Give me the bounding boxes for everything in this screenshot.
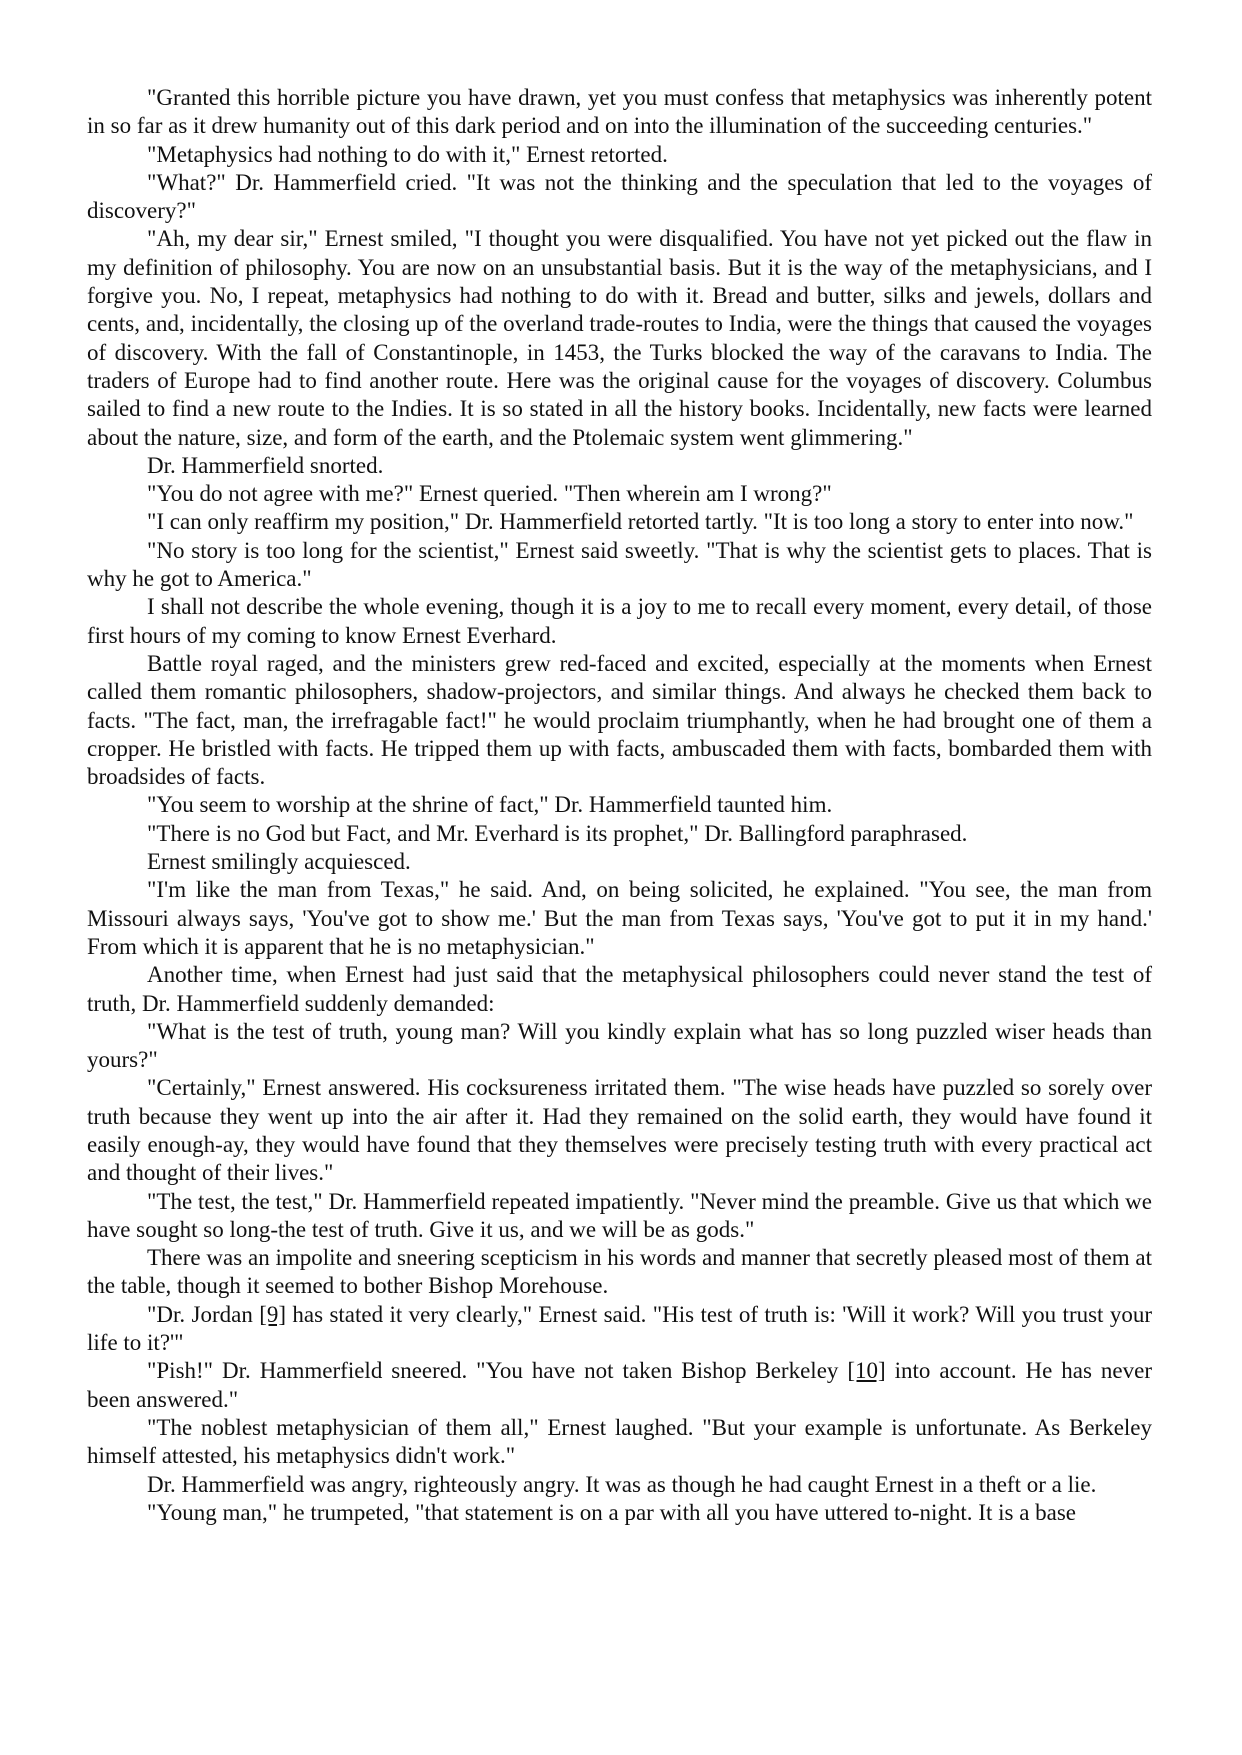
document-page — [87, 84, 1152, 1527]
paragraph-jordan — [87, 1301, 1152, 1358]
paragraph: "There is no God but Fact, and Mr. Everhard is its prophet," Dr. Ballingford paraphrased. — [147, 820, 968, 846]
paragraph: "What is the test of truth, young man? Will you kindly explain what has so long puzzled wiser heads than yours?" — [87, 1018, 1152, 1073]
paragraph-text: has stated it very clearly," Ernest said. "His test of truth is: 'Will it work? Will you trust your life to it?'" — [87, 1301, 1152, 1356]
paragraph-text: "Pish!" Dr. Hammerfield sneered. "You have not taken Bishop Berkeley — [147, 1358, 848, 1384]
paragraph-text: "Dr. Jordan — [147, 1301, 260, 1327]
paragraph: "Certainly," Ernest answered. His cocksureness irritated them. "The wise heads have puzzled so sorely over truth because they went up into the air after it. Had they remained on the solid earth, they would have found it easily enough-ay, they would have found that they themselves were precisely testing truth with every practical act and thought of their lives." — [87, 1075, 1152, 1186]
paragraph-berkeley — [87, 1357, 1152, 1414]
paragraph: Battle royal raged, and the ministers grew red-faced and excited, especially at the moments when Ernest called them romantic philosophers, shadow-projectors, and similar things. And always he checked them back to facts. "The fact, man, the irrefragable fact!" he would proclaim triumphantly, when he had brought one of them a cropper. He bristled with facts. He tripped them up with facts, ambuscaded them with facts, bombarded them with broadsides of facts. — [87, 650, 1152, 790]
paragraph: "You seem to worship at the shrine of fact," Dr. Hammerfield taunted him. — [147, 792, 833, 818]
paragraph: "Ah, my dear sir," Ernest smiled, "I thought you were disqualified. You have not yet picked out the flaw in my definition of philosophy. You are now on an unsubstantial basis. But it is the way of the metaphysicians, and I forgive you. No, I repeat, metaphysics had nothing to do with it. Bread and butter, silks and jewels, dollars and cents, and, incidentally, the closing up of the overland trade-routes to India, were the things that caused the voyages of discovery. With the fall of Constantinople, in 1453, the Turks blocked the way of the caravans to India. The traders of Europe had to find another route. Here was the original cause for the voyages of discovery. Columbus sailed to find a new route to the Indies. It is so stated in all the history books. Incidentally, new facts were learned about the nature, size, and form of the earth, and the Ptolemaic system went glimmering." — [87, 226, 1152, 450]
paragraph: Dr. Hammerfield snorted. — [147, 452, 384, 478]
paragraph: There was an impolite and sneering scepticism in his words and manner that secretly pleased most of them at the table, though it seemed to bother Bishop Morehouse. — [87, 1245, 1152, 1299]
paragraph: "The test, the test," Dr. Hammerfield repeated impatiently. "Never mind the preamble. Give us that which we have sought so long-the test of truth. Give it us, and we will be as gods." — [87, 1188, 1152, 1242]
footnote-link-9[interactable]: [9] — [259, 1301, 287, 1327]
footnote-link-10[interactable]: [10] — [847, 1358, 886, 1384]
paragraph-text: into account. He has never been answered." — [87, 1358, 1152, 1412]
paragraph: "I'm like the man from Texas," he said. And, on being solicited, he explained. "You see, the man from Missouri always says, 'You've got to show me.' But the man from Texas says, 'You've got to put it in my hand.' From which it is apparent that he is no metaphysician." — [87, 877, 1152, 959]
paragraph: "You do not agree with me?" Ernest queried. "Then wherein am I wrong?" — [147, 481, 832, 507]
paragraph: "What?" Dr. Hammerfield cried. "It was not the thinking and the speculation that led to the voyages of discovery?" — [87, 169, 1152, 224]
paragraph: "Granted this horrible picture you have drawn, yet you must confess that metaphysics was inherently potent in so far as it drew humanity out of this dark period and on into the illumination of the succeeding centuries." — [87, 85, 1152, 139]
paragraph: Another time, when Ernest had just said that the metaphysical philosophers could never stand the test of truth, Dr. Hammerfield suddenly demanded: — [87, 962, 1152, 1016]
paragraph: Dr. Hammerfield was angry, righteously angry. It was as though he had caught Ernest in a theft or a lie. — [147, 1471, 1097, 1497]
paragraph: "Metaphysics had nothing to do with it," Ernest retorted. — [147, 141, 668, 167]
paragraph: "Young man," he trumpeted, "that statement is on a par with all you have uttered to-night. It is a base — [147, 1499, 1077, 1525]
paragraph: I shall not describe the whole evening, though it is a joy to me to recall every moment, every detail, of those first hours of my coming to know Ernest Everhard. — [87, 594, 1152, 648]
paragraph: "No story is too long for the scientist," Ernest said sweetly. "That is why the scientist gets to places. That is why he got to America." — [87, 537, 1152, 592]
paragraph: Ernest smilingly acquiesced. — [147, 849, 411, 875]
paragraph: "The noblest metaphysician of them all," Ernest laughed. "But your example is unfortunate. As Berkeley himself attested, his metaphysics didn't work." — [87, 1414, 1152, 1469]
paragraph: "I can only reaffirm my position," Dr. Hammerfield retorted tartly. "It is too long a story to enter into now." — [147, 509, 1134, 535]
